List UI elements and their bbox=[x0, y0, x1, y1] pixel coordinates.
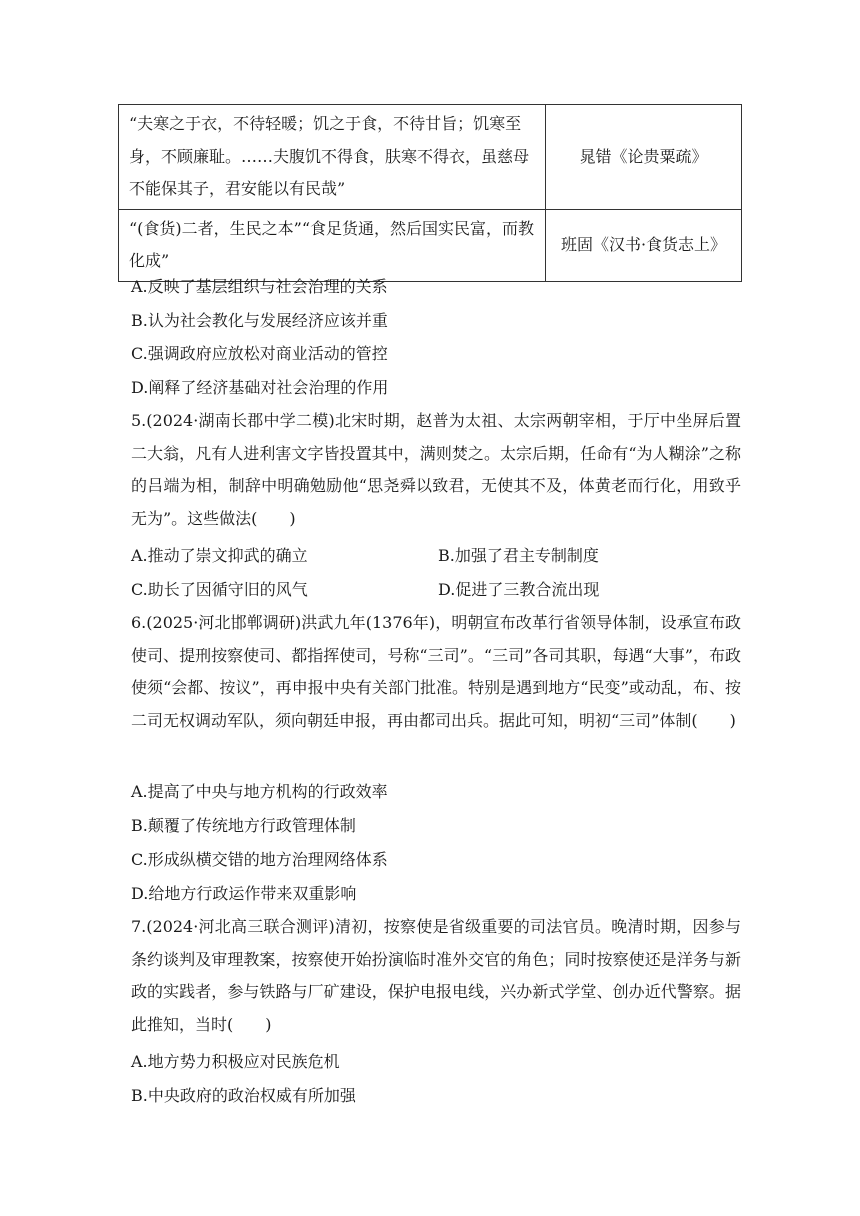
q7-option-b: B.中央政府的政治权威有所加强 bbox=[131, 1086, 356, 1105]
q4-option-d: D.阐释了经济基础对社会治理的作用 bbox=[131, 378, 389, 397]
quote-cell: “(食货)二者，生民之本”“食足货通，然后国实民富，而教化成” bbox=[119, 209, 546, 281]
q5-stem: 5.(2024·湖南长郡中学二模)北宋时期，赵普为太祖、太宗两朝宰相，于厅中坐屏后置二大翁，凡有人进利害文字皆投置其中，满则焚之。太宗后期，任命有“为人糊涂”之称的吕端为相，制辞中明确勉励他“思尧舜以致君，无使其不及，体黄老而行化，用致乎无为”。这些做法( ) bbox=[131, 411, 741, 528]
q5-option-c: C.助长了因循守旧的风气 bbox=[131, 580, 308, 599]
q6-option-c: C.形成纵横交错的地方治理网络体系 bbox=[131, 850, 388, 869]
q6-stem: 6.(2025·河北邯郸调研)洪武九年(1376年)，明朝宣布改革行省领导体制，设承宣布政使司、提刑按察使司、都指挥使司，号称“三司”。“三司”各司其职，每遇“大事”，布政使须“会都、按议”，再申报中央有关部门批准。特别是遇到地方“民变”或动乱，布、按二司无权调动军队，须向朝廷申报，再由都司出兵。据此可知，明初“三司”体制( ) bbox=[131, 613, 741, 730]
q6-option-b: B.颠覆了传统地方行政管理体制 bbox=[131, 816, 356, 835]
q5-option-b: B.加强了君主专制制度 bbox=[438, 546, 599, 565]
table-row bbox=[119, 105, 742, 210]
q6-option-d: D.给地方行政运作带来双重影响 bbox=[131, 884, 357, 903]
q4-option-a: A.反映了基层组织与社会治理的关系 bbox=[131, 277, 388, 296]
q4-option-c: C.强调政府应放松对商业活动的管控 bbox=[131, 344, 388, 363]
quote-cell: “夫寒之于衣，不待轻暖；饥之于食，不待甘旨；饥寒至身，不顾廉耻。……夫腹饥不得食，肤寒不得衣，虽慈母不能保其子，君安能以有民哉” bbox=[119, 105, 546, 210]
q7-option-a: A.地方势力积极应对民族危机 bbox=[131, 1052, 340, 1071]
table-row bbox=[119, 209, 742, 281]
q5-option-d: D.促进了三教合流出现 bbox=[438, 580, 600, 599]
q6-option-a: A.提高了中央与地方机构的行政效率 bbox=[131, 782, 388, 801]
source-cell: 班固《汉书·食货志上》 bbox=[546, 209, 742, 281]
source-table bbox=[118, 104, 742, 282]
q7-stem: 7.(2024·河北高三联合测评)清初，按察使是省级重要的司法官员。晚清时期，因参与条约谈判及审理教案，按察使开始扮演临时准外交官的角色；同时按察使还是洋务与新政的实践者，参与铁路与厂矿建设，保护电报电线，兴办新式学堂、创办近代警察。据此推知，当时( ) bbox=[131, 917, 741, 1034]
q5-option-a: A.推动了崇文抑武的确立 bbox=[131, 546, 308, 565]
source-cell: 晁错《论贵粟疏》 bbox=[546, 105, 742, 210]
q4-option-b: B.认为社会教化与发展经济应该并重 bbox=[131, 311, 388, 330]
